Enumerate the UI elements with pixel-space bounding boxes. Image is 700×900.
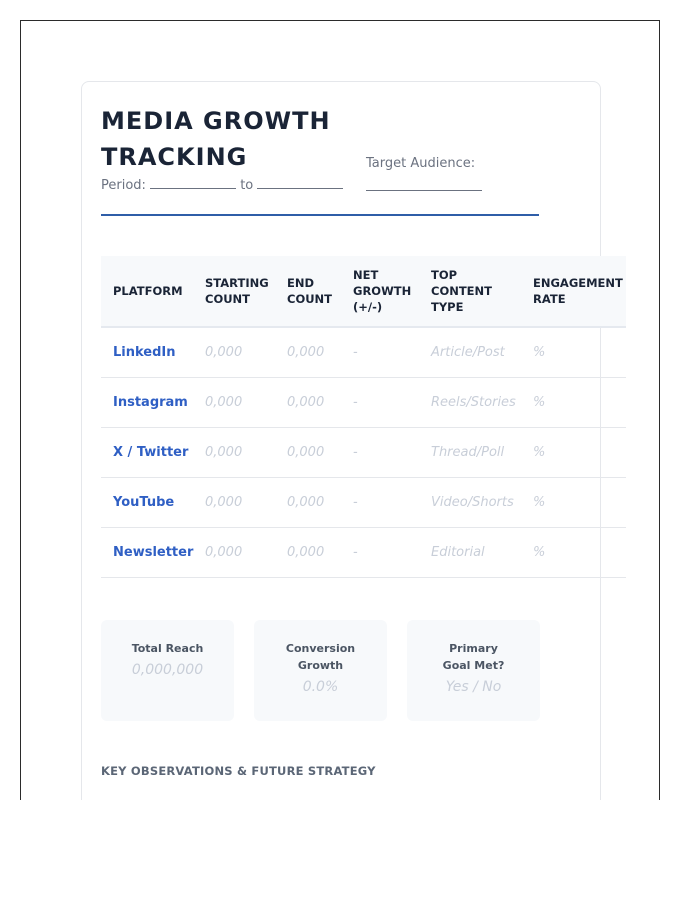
col-end-count: END COUNT: [287, 276, 333, 306]
starting-count-input[interactable]: 0,000: [205, 495, 243, 510]
platform-name: YouTube: [113, 495, 175, 510]
target-audience-label: Target Audience:: [366, 156, 476, 171]
content-type-input[interactable]: Reels/Stories: [431, 395, 516, 410]
engagement-rate-input[interactable]: %: [533, 395, 546, 410]
net-growth-input[interactable]: -: [353, 395, 358, 410]
platform-name: X / Twitter: [113, 445, 189, 460]
stat-total-reach: [101, 620, 234, 721]
table-row: [101, 478, 626, 528]
observations-heading: KEY OBSERVATIONS & FUTURE STRATEGY: [101, 764, 376, 778]
end-count-input[interactable]: 0,000: [287, 395, 325, 410]
content-type-input[interactable]: Editorial: [431, 545, 485, 560]
period-label: Period:: [101, 178, 146, 193]
starting-count-input[interactable]: 0,000: [205, 395, 243, 410]
engagement-rate-input[interactable]: %: [533, 445, 546, 460]
stat-label: Total Reach: [131, 642, 204, 655]
period-to-label: to: [240, 178, 254, 193]
platform-name: Newsletter: [113, 545, 194, 560]
engagement-rate-input[interactable]: %: [533, 495, 546, 510]
platform-name: Instagram: [113, 395, 188, 410]
col-starting-count: STARTING COUNT: [205, 276, 269, 306]
table-row: [101, 378, 626, 428]
platform-name: LinkedIn: [113, 345, 176, 360]
table-row: [101, 528, 626, 578]
starting-count-input[interactable]: 0,000: [205, 445, 243, 460]
growth-table: [101, 256, 626, 578]
col-top-content-type: TOP CONTENT TYPE: [431, 268, 493, 314]
page-title: MEDIA GROWTH TRACKING: [101, 107, 331, 171]
conversion-growth-input[interactable]: 0.0%: [302, 679, 339, 695]
net-growth-input[interactable]: -: [353, 545, 358, 560]
content-type-input[interactable]: Video/Shorts: [431, 495, 514, 510]
stat-conversion-growth: [254, 620, 387, 721]
table-row: [101, 428, 626, 478]
net-growth-input[interactable]: -: [353, 495, 358, 510]
col-net-growth: NET GROWTH (+/-): [353, 268, 412, 314]
period-start-input[interactable]: [150, 176, 236, 189]
table-row: [101, 328, 626, 378]
total-reach-input[interactable]: 0,000,000: [131, 662, 204, 678]
period-end-input[interactable]: [257, 176, 343, 189]
stat-label: Conversion Growth: [285, 642, 356, 672]
end-count-input[interactable]: 0,000: [287, 495, 325, 510]
period-field: [101, 176, 343, 193]
stat-primary-goal: [407, 620, 540, 721]
starting-count-input[interactable]: 0,000: [205, 545, 243, 560]
content-type-input[interactable]: Thread/Poll: [431, 445, 505, 460]
starting-count-input[interactable]: 0,000: [205, 345, 243, 360]
summary-stats: [101, 620, 540, 721]
engagement-rate-input[interactable]: %: [533, 345, 546, 360]
stat-label: Primary Goal Met?: [442, 642, 505, 672]
col-platform: PLATFORM: [113, 284, 183, 298]
end-count-input[interactable]: 0,000: [287, 445, 325, 460]
primary-goal-input[interactable]: Yes / No: [445, 679, 502, 695]
net-growth-input[interactable]: -: [353, 345, 358, 360]
content-type-input[interactable]: Article/Post: [431, 345, 505, 360]
engagement-rate-input[interactable]: %: [533, 545, 546, 560]
table-header: [101, 256, 626, 328]
target-audience-input[interactable]: [366, 190, 482, 191]
header-divider: [101, 214, 539, 216]
net-growth-input[interactable]: -: [353, 445, 358, 460]
end-count-input[interactable]: 0,000: [287, 345, 325, 360]
end-count-input[interactable]: 0,000: [287, 545, 325, 560]
col-engagement-rate: ENGAGEMENT RATE: [533, 276, 623, 306]
